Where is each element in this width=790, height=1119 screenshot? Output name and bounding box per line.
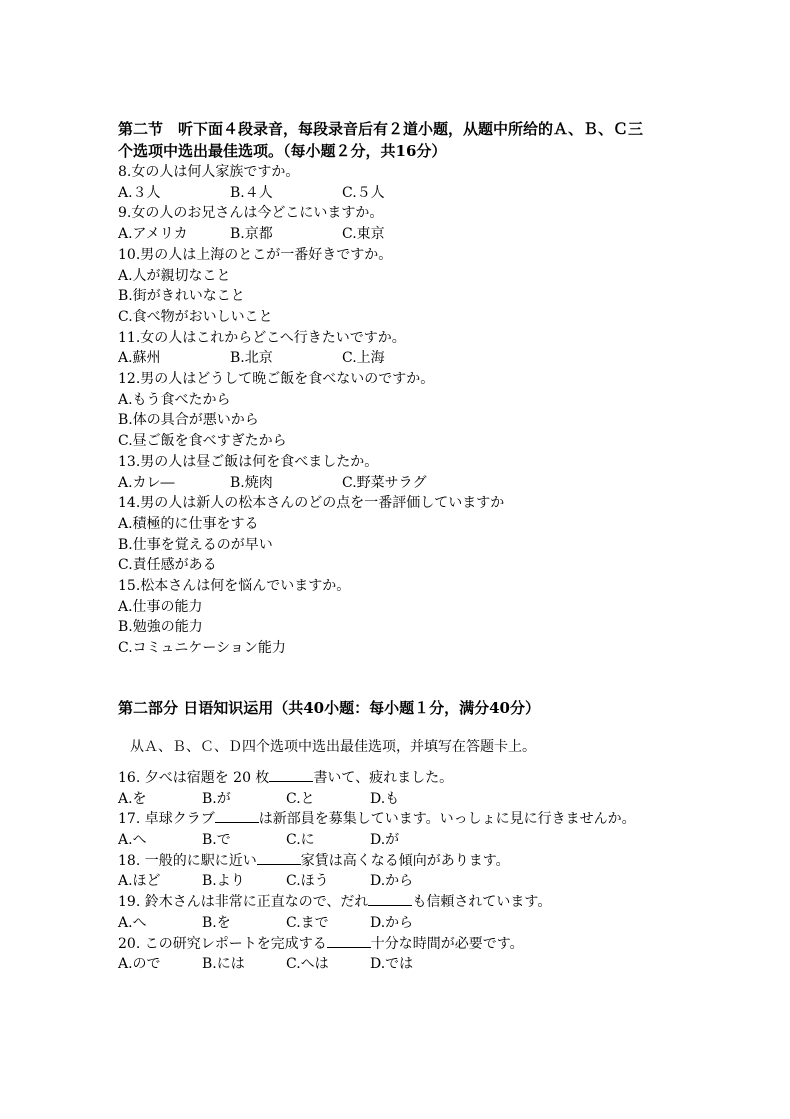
options-11 bbox=[118, 348, 680, 369]
question-19-post: も信頼されています。 bbox=[412, 894, 552, 911]
option-12c: C.昼ご飯を食べすぎたから bbox=[118, 433, 287, 450]
question-17-pre: 17. 卓球クラブ bbox=[118, 811, 215, 828]
options-19 bbox=[118, 913, 680, 934]
question-20 bbox=[118, 934, 680, 955]
option-15b: B.勉強の能力 bbox=[118, 619, 203, 636]
option-8b: B.４人 bbox=[230, 184, 273, 201]
option-9a: A.アメリカ bbox=[118, 226, 188, 243]
option-18c: C.ほう bbox=[286, 873, 329, 890]
option-11b: B.北京 bbox=[230, 350, 273, 367]
option-14c: C.責任感がある bbox=[118, 557, 217, 574]
option-13c: C.野菜サラグ bbox=[342, 474, 427, 491]
options-13 bbox=[118, 473, 680, 494]
question-12: 12.男の人はどうして晩ご飯を食べないのですか。 bbox=[118, 371, 435, 388]
option-18d: D.から bbox=[370, 873, 414, 890]
option-12b: B.体の具合が悪いから bbox=[118, 412, 259, 429]
option-19a: A.へ bbox=[118, 914, 147, 931]
options-9 bbox=[118, 224, 680, 245]
question-19-pre: 19. 鈴木さんは非常に正直なので、だれ bbox=[118, 894, 369, 911]
question-18-post: 家賃は高くなる傾向があります。 bbox=[300, 852, 510, 869]
option-16a: A.を bbox=[118, 790, 147, 807]
option-8c: C.５人 bbox=[342, 184, 385, 201]
option-14b: B.仕事を覚えるのが早い bbox=[118, 536, 273, 553]
question-10: 10.男の人は上海のとこが一番好きですか。 bbox=[118, 246, 393, 263]
option-18b: B.より bbox=[202, 873, 245, 890]
option-13b: B.焼肉 bbox=[230, 474, 273, 491]
answer-blank bbox=[327, 935, 371, 948]
question-8: 8.女の人は何人家族ですか。 bbox=[118, 164, 300, 180]
option-19d: D.から bbox=[370, 914, 414, 931]
option-20c: C.へは bbox=[286, 956, 329, 973]
option-20d: D.では bbox=[370, 956, 414, 973]
question-17-post: は新部員を募集しています。いっしょに見に行きませんか。 bbox=[258, 811, 636, 828]
option-14a: A.積極的に仕事をする bbox=[118, 515, 259, 532]
option-11c: C.上海 bbox=[342, 350, 385, 367]
question-16 bbox=[118, 768, 680, 789]
question-20-post: 十分な時間が必要です。 bbox=[370, 935, 524, 952]
option-10b: B.街がきれいなこと bbox=[118, 288, 245, 305]
question-20-pre: 20. この研究レポートを完成する bbox=[118, 935, 327, 952]
answer-blank bbox=[368, 893, 412, 906]
option-10c: C.食べ物がおいしいこと bbox=[118, 308, 273, 325]
question-16-post: 書いて、疲れました。 bbox=[313, 769, 454, 786]
answer-blank bbox=[215, 810, 259, 823]
option-10a: A.人が親切なこと bbox=[118, 267, 231, 284]
option-9c: C.東京 bbox=[342, 226, 385, 243]
question-9: 9.女の人のお兄さんは今どこにいますか。 bbox=[118, 205, 384, 222]
options-8 bbox=[118, 183, 680, 204]
option-16d: D.も bbox=[370, 790, 400, 807]
option-18a: A.ほど bbox=[118, 873, 161, 890]
options-20 bbox=[118, 954, 680, 975]
option-13a: A.カレ― bbox=[118, 474, 175, 491]
question-19 bbox=[118, 892, 680, 913]
section2-heading-line2: 个选项中选出最佳选项。（每小题２分，共16分） bbox=[118, 142, 447, 160]
option-20a: A.ので bbox=[118, 956, 161, 973]
section2-heading-line1: 第二节 听下面４段录音，每段录音后有２道小题，从题中所给的Ａ、Ｂ、Ｃ三 bbox=[118, 120, 644, 138]
option-9b: B.京都 bbox=[230, 226, 273, 243]
question-13: 13.男の人は昼ご飯は何を食べましたか。 bbox=[118, 453, 379, 470]
option-17d: D.が bbox=[370, 831, 400, 848]
part2-heading: 第二部分 日语知识运用（共40小题：每小题１分，满分40分） bbox=[118, 698, 540, 717]
option-11a: A.蘇州 bbox=[118, 350, 161, 367]
section2-heading bbox=[118, 118, 680, 162]
option-16c: C.と bbox=[286, 790, 315, 807]
option-20b: B.には bbox=[202, 956, 245, 973]
question-11: 11.女の人はこれからどこへ行きたいですか。 bbox=[118, 329, 406, 346]
question-17 bbox=[118, 809, 680, 830]
option-15c: C.コミュニケーション能力 bbox=[118, 640, 286, 657]
options-16 bbox=[118, 789, 680, 810]
question-18 bbox=[118, 851, 680, 872]
part2-instruction: 从Ａ、Ｂ、Ｃ、Ｄ四个选项中选出最佳选项，并填写在答题卡上。 bbox=[130, 738, 536, 755]
question-16-pre: 16. 夕べは宿題を 20 枚 bbox=[118, 769, 270, 786]
options-17 bbox=[118, 830, 680, 851]
option-19b: B.を bbox=[202, 914, 231, 931]
question-18-pre: 18. 一般的に駅に近い bbox=[118, 852, 257, 869]
option-17b: B.で bbox=[202, 831, 231, 848]
option-15a: A.仕事の能力 bbox=[118, 598, 203, 615]
option-16b: B.が bbox=[202, 790, 231, 807]
question-14: 14.男の人は新人の松本さんのどの点を一番評価していますか bbox=[118, 495, 505, 512]
option-17a: A.へ bbox=[118, 831, 147, 848]
option-17c: C.に bbox=[286, 831, 315, 848]
options-18 bbox=[118, 871, 680, 892]
answer-blank bbox=[257, 852, 301, 865]
option-8a: A.３人 bbox=[118, 184, 161, 201]
answer-blank bbox=[269, 769, 313, 782]
option-12a: A.もう食べたから bbox=[118, 391, 231, 408]
option-19c: C.まで bbox=[286, 914, 329, 931]
question-15: 15.松本さんは何を悩んでいますか。 bbox=[118, 578, 351, 595]
